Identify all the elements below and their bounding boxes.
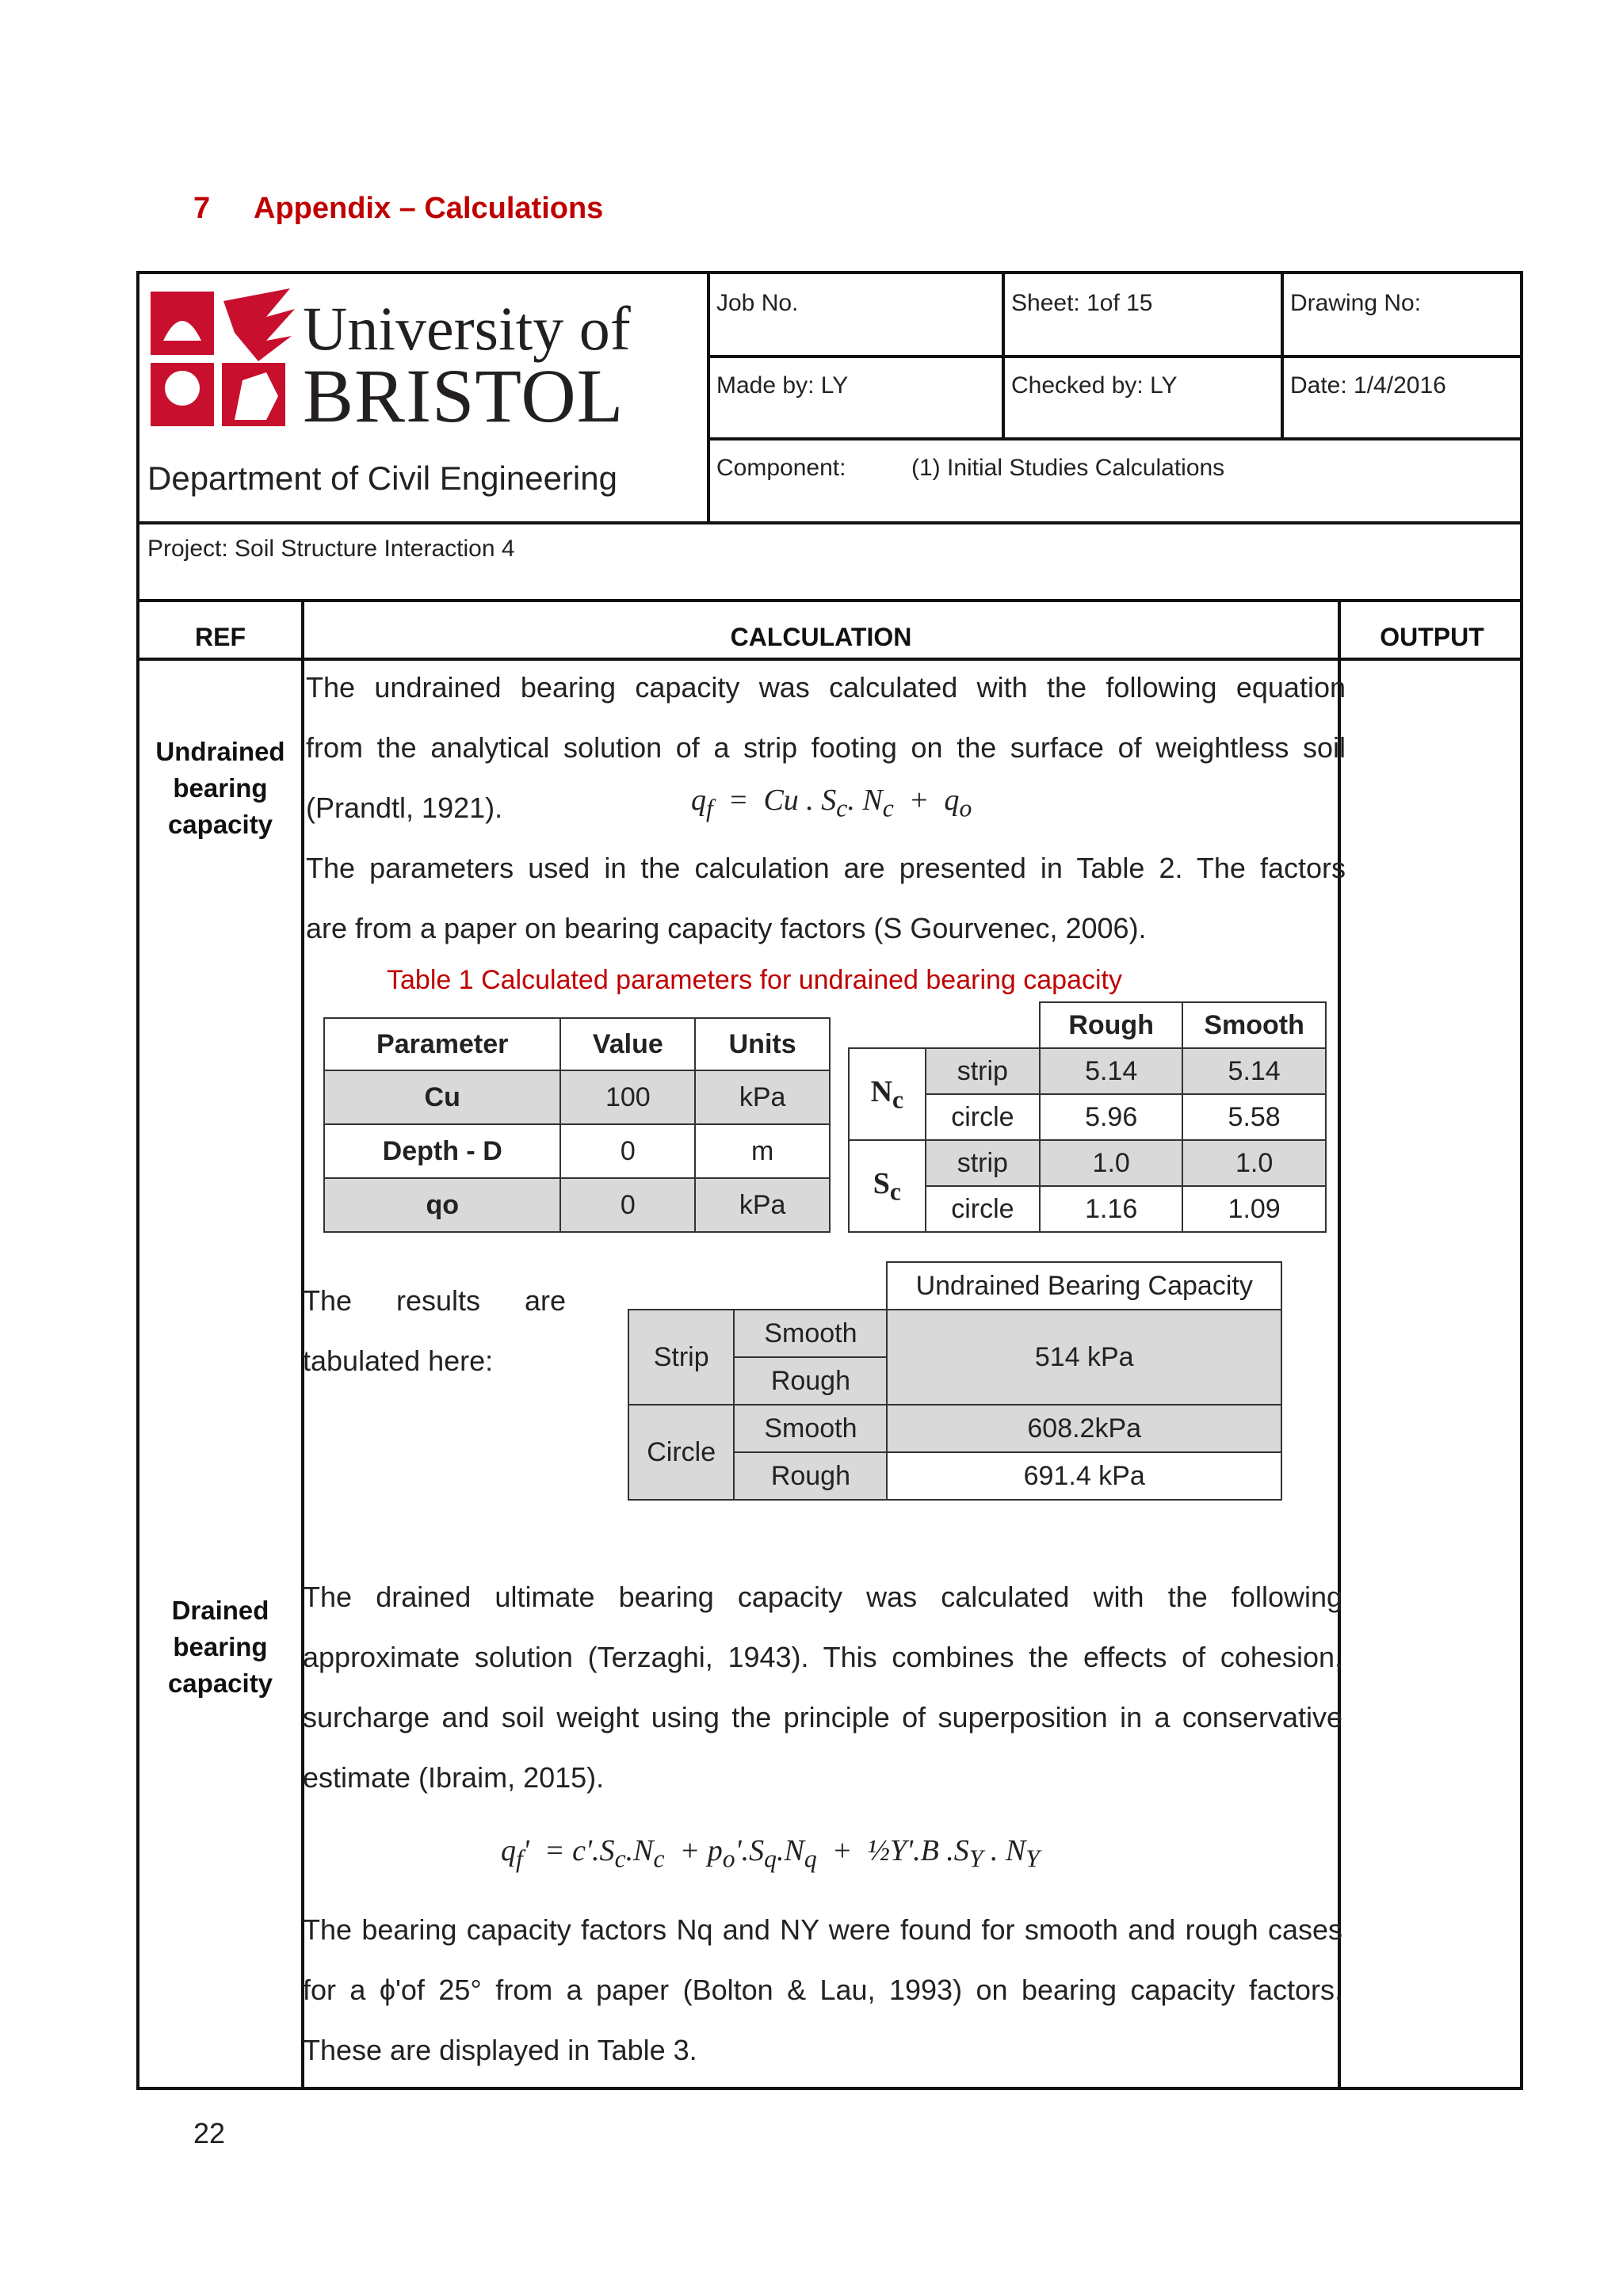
table-row: circle 1.16 1.09 [849,1186,1326,1232]
component-value: (1) Initial Studies Calculations [911,455,1225,481]
undrained-ref: Undrained bearing capacity [155,737,285,839]
table-caption: Table 1 Calculated parameters for undrained bearing capacity [387,965,1122,995]
output-column-header: OUTPUT [1380,623,1484,651]
department-name: Department of Civil Engineering [147,460,617,497]
component-label: Component: [716,455,846,481]
page-number: 22 [193,2117,226,2149]
drawing-no: Drawing No: [1290,290,1422,316]
table-row: Depth - D 0 m [324,1124,830,1178]
drained-factors-paragraph: The bearing capacity factors Nq and NΥ were found for smooth and rough cases for a ϕ'of 25° from a paper (Bolton & Lau, 1993) on bearing capacity factors. These are displayed in Table 3. [303,1913,1342,2066]
undrained-intro-paragraph: The undrained bearing capacity was calculated with the following equation from the analytical solution of a strip footing on the surface of weightless soil (Prandtl, 1921). [306,671,1346,824]
university-name-line2: BRISTOL [303,353,624,438]
drained-intro-paragraph: The drained ultimate bearing capacity was calculated with the following approximate solution (Terzaghi, 1943). This combines the effects of cohesion, surcharge and soil weight using the principle of superposition in a conservative estimate (Ibraim, 2015). [303,1581,1342,1794]
made-by: Made by: LY [716,372,849,399]
table-row: Rough 691.4 kPa [628,1452,1281,1500]
sc-symbol: $S_c$ [849,1140,926,1232]
table-row: Strip Smooth 514 kPa [628,1310,1281,1357]
section-number: 7 [193,192,211,225]
parameter-table: Parameter Value Units Cu 100 kPa Depth - D 0 m qo 0 kPa [323,1017,831,1233]
results-table: Undrained Bearing Capacity Strip Smooth 514 kPa Rough Circle Smooth 608.2kPa Rough 691.4 kPa [628,1261,1282,1501]
project: Project: Soil Structure Interaction 4 [147,536,515,562]
bristol-crest-icon [147,285,298,436]
table-row: $S_c$ strip 1.0 1.0 [849,1140,1326,1186]
calculation-column-header: CALCULATION [730,623,912,651]
table-row: Rough [628,1357,1281,1405]
checked-by: Checked by: LY [1011,372,1178,399]
table-row: $N_c$ strip 5.14 5.14 [849,1048,1326,1094]
drained-ref: Drained bearing capacity [167,1596,273,1698]
section-title: Appendix – Calculations [254,192,604,225]
job-no: Job No. [716,290,799,316]
factor-table: Rough Smooth $N_c$ strip 5.14 5.14 circle 5.96 5.58 $S_c$ strip 1.0 1.0 circle 1.16 1.09 [848,1001,1327,1233]
university-name-line1: University of [303,294,631,363]
table-row: Cu 100 kPa [324,1070,830,1124]
nc-symbol: $N_c$ [849,1048,926,1140]
table-row: Circle Smooth 608.2kPa [628,1405,1281,1452]
section-heading [193,192,603,226]
drained-equation: $q_f' = c'.S_c.N_c + p_o'.S_q.N_q$ + ½Υ'.B $.S_\Upsilon$ . $N_\Upsilon$ [501,1834,1040,1873]
ref-column-header: REF [195,623,246,651]
undrained-parameters-paragraph: The parameters used in the calculation are presented in Table 2. The factors are from a paper on bearing capacity factors (S Gourvenec, 2006). [306,852,1346,944]
undrained-equation: $q_f = Cu$ . $S_c$. $N_c + q_o$ [691,784,972,822]
sheet-number: Sheet: 1of 15 [1011,290,1153,316]
table-row: qo 0 kPa [324,1178,830,1232]
date: Date: 1/4/2016 [1290,372,1446,399]
table-row: circle 5.96 5.58 [849,1094,1326,1140]
results-intro: The results are tabulated here: [303,1284,566,1377]
